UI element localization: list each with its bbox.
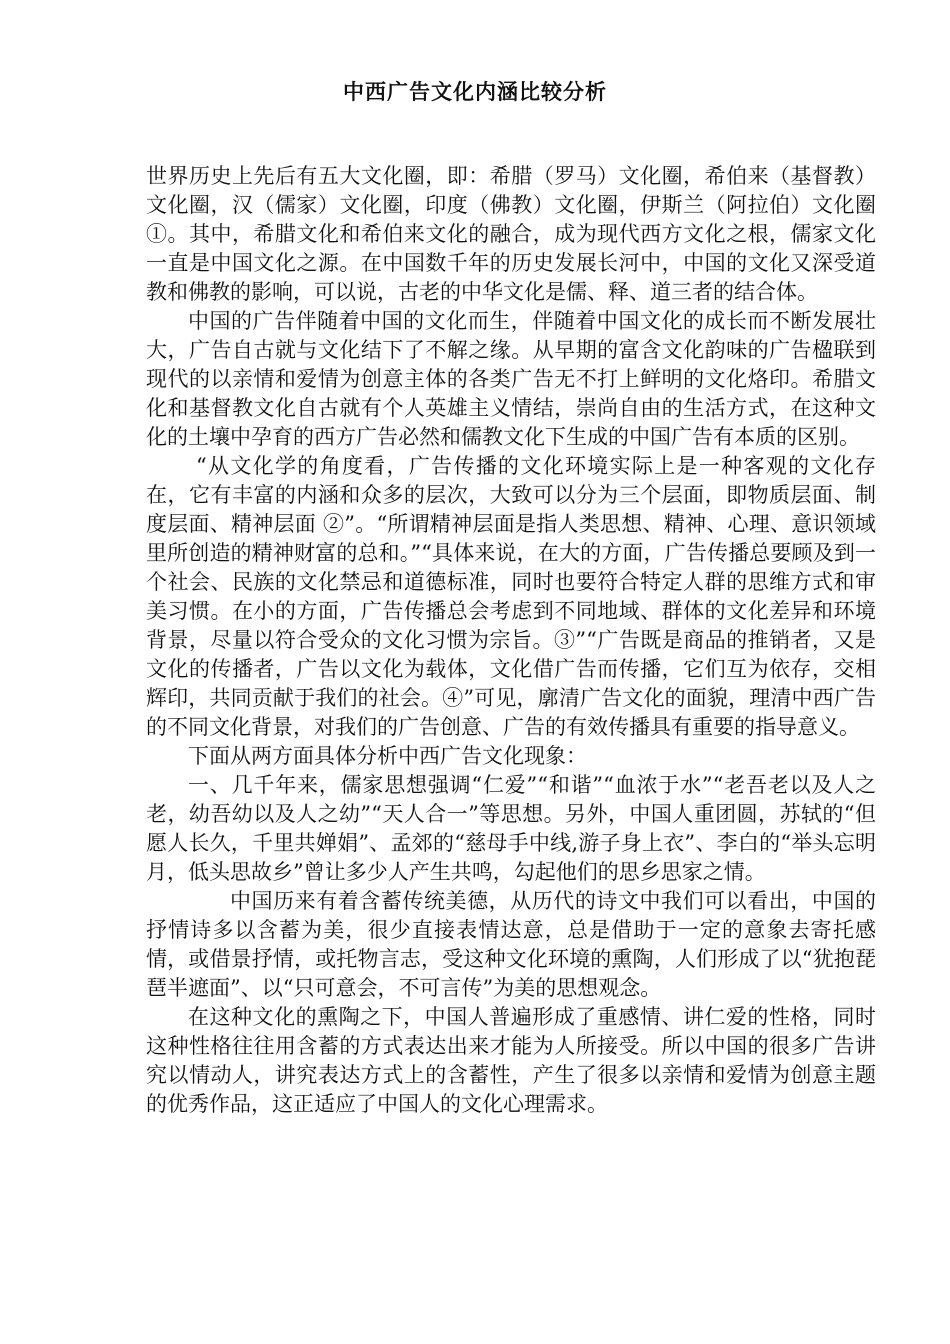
document-body bbox=[146, 162, 876, 1119]
paragraph-analysis-intro: 下面从两方面具体分析中西广告文化现象： bbox=[188, 744, 587, 768]
paragraph-confucian-thought: 一、几千年来，儒家思想强调“仁爱”“和谐”“血浓于水”“老吾老以及人之老，幼吾幼以及人之幼”“天人合一”等思想。另外，中国人重团圆，苏轼的“但愿人长久，千里共婵娟”、孟郊的“慈母手中线,游子身上衣”、李白的“举头忘明月，低头思故乡”曾让多少人产生共鸣，勾起他们的思乡思家之情。 bbox=[146, 773, 876, 884]
paragraph-cultural-environment: “从文化学的角度看，广告传播的文化环境实际上是一种客观的文化存在，它有丰富的内涵和众多的层次，大致可以分为三个层面，即物质层面、制度层面、精神层面 ②”。“所谓精神层面是指人类思想、精神、心理、意识领域里所创造的精神财富的总和。”“具体来说，在大的方面，广告传播总要顾及到一个社会、民族的文化禁忌和道德标准，同时也要符合特定人群的思维方式和审美习惯。在小的方面，广告传播总会考虑到不同地域、群体的文化差异和环境背景，尽量以符合受众的文化习惯为宗旨。③”“广告既是商品的推销者，又是文化的传播者，广告以文化为载体，文化借广告而传播，它们互为依存，交相辉印，共同贡献于我们的社会。④”可见，廓清广告文化的面貌，理清中西广告的不同文化背景，对我们的广告创意、广告的有效传播具有重要的指导意义。 bbox=[146, 454, 876, 739]
paragraph-emotional-advertising: 在这种文化的熏陶之下，中国人普遍形成了重感情、讲仁爱的性格，同时这种性格往往用含蓄的方式表达出来才能为人所接受。所以中国的很多广告讲究以情动人，讲究表达方式上的含蓄性，产生了很多以亲情和爱情为创意主题的优秀作品，这正适应了中国人的文化心理需求。 bbox=[146, 1005, 876, 1116]
paragraph-implicit-tradition: 中国历来有着含蓄传统美德，从历代的诗文中我们可以看出，中国的抒情诗多以含蓄为美，很少直接表情达意，总是借助于一定的意象去寄托感情，或借景抒情，或托物言志，受这种文化环境的熏陶，人们形成了以“犹抱琵琶半遮面”、以“只可意会，不可言传”为美的思想观念。 bbox=[146, 889, 876, 1000]
paragraph-chinese-advertising-origin: 中国的广告伴随着中国的文化而生，伴随着中国文化的成长而不断发展壮大，广告自古就与文化结下了不解之缘。从早期的富含文化韵味的广告楹联到现代的以亲情和爱情为创意主体的各类广告无不打上鲜明的文化烙印。希腊文化和基督教文化自古就有个人英雄主义情结，崇尚自由的生活方式，在这种文化的土壤中孕育的西方广告必然和儒教文化下生成的中国广告有本质的区别。 bbox=[146, 309, 876, 449]
document-title: 中西广告文化内涵比较分析 bbox=[343, 80, 607, 104]
paragraph-cultural-circles: 世界历史上先后有五大文化圈，即：希腊（罗马）文化圈，希伯来（基督教）文化圈，汉（儒家）文化圈，印度（佛教）文化圈，伊斯兰（阿拉伯）文化圈①。其中，希腊文化和希伯来文化的融合，成为现代西方文化之根，儒家文化一直是中国文化之源。在中国数千年的历史发展长河中，中国的文化又深受道教和佛教的影响，可以说，古老的中华文化是儒、释、道三者的结合体。 bbox=[146, 164, 876, 304]
